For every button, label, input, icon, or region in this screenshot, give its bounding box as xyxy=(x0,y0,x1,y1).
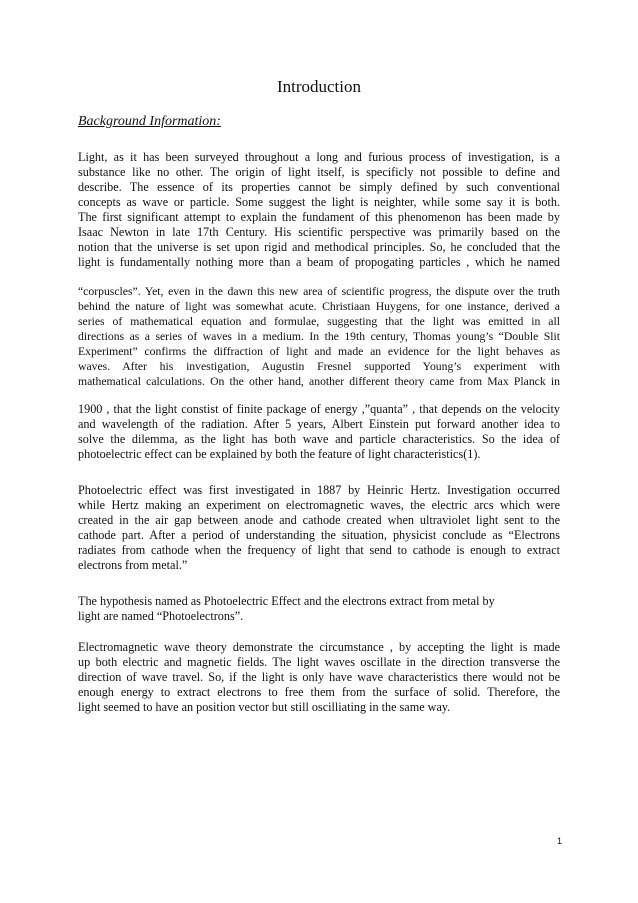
text-line: waves. After his investigation, Augustin Fresnel supported Young’s experiment with xyxy=(78,360,560,373)
paragraph-em-wave-theory xyxy=(78,640,560,715)
text-line: solve the dilemma, as the light has both wave and particle characteristics. So the idea of xyxy=(78,432,560,446)
paragraph-light-intro xyxy=(78,150,560,270)
text-line: created in the air gap between anode and cathode created when ultraviolet light sent to the xyxy=(78,513,560,527)
text-line: photoelectric effect can be explained by both the feature of light characteristics(1). xyxy=(78,447,481,461)
page-title: Introduction xyxy=(276,77,362,96)
text-line: The first significant attempt to explain the fundament of this phenomenon has been made by xyxy=(78,210,560,224)
text-line: Light, as it has been surveyed throughout a long and furious process of investigation, is a xyxy=(78,150,560,164)
text-line: series of mathematical equation and formulae, suggesting that the light was emitted in all xyxy=(78,315,560,328)
text-line: cathode part. After a period of understanding the situation, physicist conclude as “Electrons xyxy=(78,528,560,542)
section-subheading: Background Information: xyxy=(78,114,221,129)
paragraph-corpuscles xyxy=(78,284,560,389)
page-number: 1 xyxy=(556,836,562,846)
text-line: substance like no other. The origin of light itself, is specificly not possible to define and xyxy=(78,165,560,179)
text-line: while Hertz making an experiment on electromagnetic waves, the electric arcs which were xyxy=(78,498,560,512)
text-line: The hypothesis named as Photoelectric Effect and the electrons extract from metal by xyxy=(78,594,495,608)
text-line: “corpuscles”. Yet, even in the dawn this new area of scientific progress, the dispute over the truth xyxy=(78,285,560,298)
paragraph-hypothesis xyxy=(78,594,560,624)
paragraph-hertz xyxy=(78,483,560,573)
text-line: radiates from cathode when the frequency of light that send to cathode is enough to extract xyxy=(78,543,560,557)
text-line: direction of wave travel. So, if the light is only have wave characteristics there would not be xyxy=(78,670,560,684)
text-line: Isaac Newton in late 17th Century. His scientific perspective was primarily based on the xyxy=(78,225,560,239)
text-line: concepts as wave or particle. Some suggest the light is neighter, while some say it is both. xyxy=(78,195,560,209)
text-line: light are named “Photoelectrons”. xyxy=(78,609,244,623)
text-line: Photoelectric effect was first investigated in 1887 by Heinric Hertz. Investigation occurred xyxy=(78,483,560,497)
text-line: describe. The essence of its properties cannot be simply defined by such conventional xyxy=(78,180,560,194)
text-line: 1900 , that the light constist of finite package of energy ,”quanta” , that depends on the velocity xyxy=(78,402,560,416)
text-line: and wavelength of the radiation. After 5 years, Albert Einstein put forward another idea to xyxy=(78,417,560,431)
text-line: up both electric and magnetic fields. The light waves oscillate in the direction transverse the xyxy=(78,655,560,669)
paragraph-planck-einstein xyxy=(78,402,560,462)
text-line: enough energy to extract electrons to free them from the surface of solid. Therefore, the xyxy=(78,685,560,699)
text-line: mathematical calculations. On the other hand, another different theory came from Max Planck in xyxy=(78,375,560,388)
text-line: notion that the universe is set upon rigid and methodical principles. So, he concluded that the xyxy=(78,240,560,254)
text-line: behind the nature of light was somewhat acute. Christiaan Huygens, for one instance, derived a xyxy=(78,300,560,313)
text-line: Experiment” confirms the diffraction of light and made an evidence for the light behaves as xyxy=(78,345,560,358)
text-line: light seemed to have an position vector but still oscilliating in the same way. xyxy=(78,700,451,714)
text-line: light is fundamentally nothing more than a beam of propogating particles , which he named xyxy=(78,255,560,269)
text-line: electrons from metal.” xyxy=(78,558,188,572)
text-line: directions as a series of waves in a medium. In the 19th century, Thomas young’s “Double Slit xyxy=(78,330,560,343)
text-line: Electromagnetic wave theory demonstrate the circumstance , by accepting the light is made xyxy=(78,640,560,654)
